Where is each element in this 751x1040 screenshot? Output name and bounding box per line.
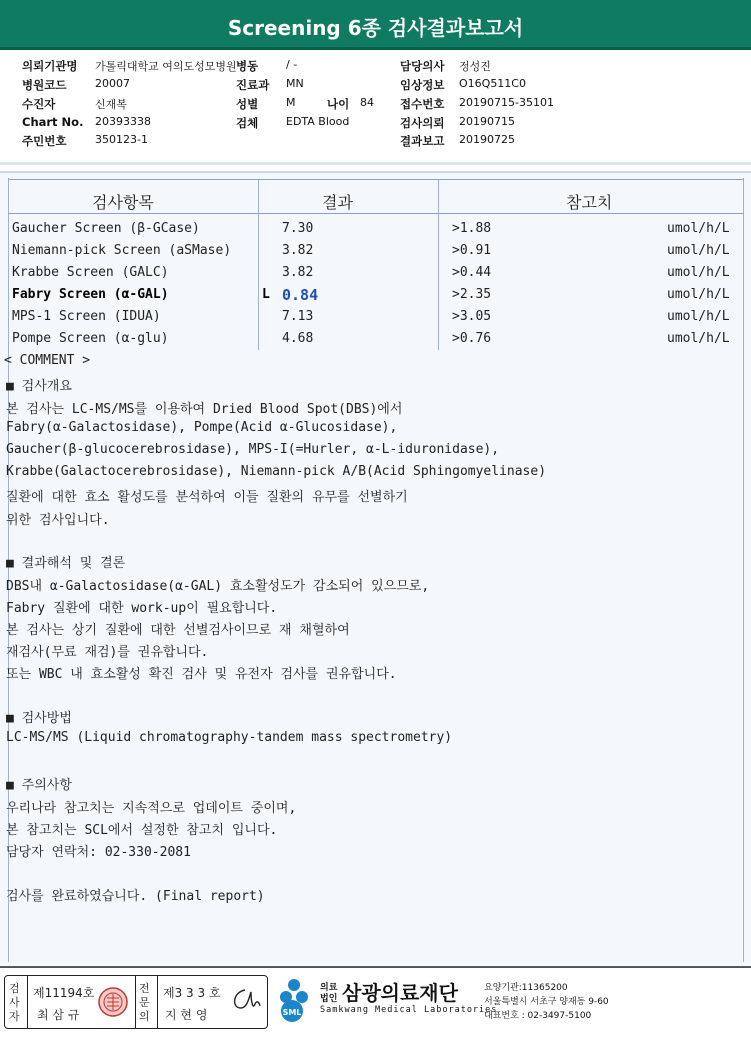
footer-divider: [0, 966, 751, 968]
comment-line: 본 검사는 LC-MS/MS를 이용하여 Dried Blood Spot(DBS)에서: [6, 402, 403, 417]
section-heading-overview: ■ 검사개요: [6, 379, 72, 394]
comment-line: 본 참고치는 SCL에서 설정한 참고치 입니다.: [6, 823, 278, 838]
comment-line: DBS내 α-Galactosidase(α-GAL) 효소활성도가 감소되어 있으므로,: [6, 579, 430, 594]
org-info-line: 요양기관:11365200: [484, 983, 568, 993]
table-top-rule: [8, 179, 744, 180]
header-field: 병동 / -: [236, 58, 298, 73]
comment-line: 담당자 연락처: 02-330-2081: [6, 845, 191, 860]
column-divider: [258, 180, 259, 350]
cert2-number: 제3 3 3 호: [163, 986, 221, 1000]
org-info-line: 서울특별시 서초구 양재동 9-60: [484, 997, 609, 1007]
cert1-label: 검사자: [9, 982, 20, 1023]
cert1-number: 제11194호: [33, 986, 95, 1000]
logo-text: SML: [282, 1008, 302, 1017]
cert2-name: 지 현 영: [165, 1008, 208, 1022]
table-header-rule: [8, 213, 744, 214]
sml-logo-icon: [272, 975, 314, 1023]
column-header-reference: 참고치: [566, 193, 613, 212]
comment-line: 위한 검사입니다.: [6, 513, 110, 528]
seal-stamp-icon: [97, 986, 129, 1018]
comment-line: 우리나라 참고치는 지속적으로 업데이트 중이며,: [6, 801, 297, 816]
header-field: 의뢰기관명 가톨릭대학교 여의도성모병원: [22, 59, 237, 73]
header-field: 성별 M: [236, 96, 296, 111]
header-field: 병원코드 20007: [22, 77, 130, 92]
section-heading-notice: ■ 주의사항: [6, 778, 72, 793]
report-title-bar: [0, 0, 751, 50]
header-field: 임상정보 O16Q511C0: [400, 77, 526, 92]
comment-line: LC-MS/MS (Liquid chromatography-tandem mass spectrometry): [6, 730, 453, 745]
comment-label: < COMMENT >: [4, 353, 91, 368]
header-field: 주민번호 350123-1: [22, 133, 148, 148]
abnormal-result: 0.84: [282, 286, 319, 304]
low-flag: L: [262, 287, 270, 302]
section-heading-method: ■ 검사방법: [6, 711, 72, 726]
column-header-result: 결과: [322, 193, 353, 212]
org-prefix: 의료: [320, 983, 338, 993]
header-field: 검사의뢰 20190715: [400, 115, 515, 130]
column-header-item: 검사항목: [92, 193, 154, 212]
header-field: 접수번호 20190715-35101: [400, 96, 554, 111]
cert2-label: 전문의: [139, 982, 150, 1023]
comment-line: Gaucher(β-glucocerebrosidase), MPS-I(=Hurler, α-L-iduronidase),: [6, 442, 500, 457]
comment-line: Fabry 질환에 대한 work-up이 필요합니다.: [6, 601, 278, 616]
header-field: 결과보고 20190725: [400, 133, 515, 148]
comment-line: Fabry(α-Galactosidase), Pompe(Acid α-Glucosidase),: [6, 420, 398, 435]
org-prefix: 법인: [320, 994, 338, 1004]
comment-line: 본 검사는 상기 질환에 대한 선별검사이므로 재 채혈하여: [6, 623, 350, 638]
section-heading-interpretation: ■ 결과해석 및 결론: [6, 556, 126, 571]
org-name: 삼광의료재단: [342, 981, 458, 1005]
org-info-line: 대표번호 : 02-3497-5100: [484, 1011, 592, 1021]
comment-line: Krabbe(Galactocerebrosidase), Niemann-pick A/B(Acid Sphingomyelinase): [6, 464, 547, 479]
final-report-line: 검사를 완료하였습니다. (Final report): [6, 889, 265, 904]
comment-line: 재검사(무료 재검)를 권유합니다.: [6, 645, 209, 660]
header-field: 검체 EDTA Blood: [236, 115, 350, 130]
header-field: 담당의사 정성진: [400, 59, 491, 73]
column-divider: [438, 180, 439, 350]
org-name-english: Samkwang Medical Laboratories: [320, 1005, 498, 1015]
header-divider: [0, 162, 751, 165]
cert1-name: 최 삼 규: [37, 1008, 80, 1022]
header-field: 나이 84: [327, 96, 374, 111]
comment-line: 질환에 대한 효소 활성도를 분석하여 이들 질환의 유무를 선별하기: [6, 490, 408, 505]
signature-icon: [227, 986, 263, 1016]
header-field: 진료과 MN: [236, 77, 304, 92]
header-field: Chart No. 20393338: [22, 115, 151, 129]
table-border-right: [743, 178, 744, 962]
report-title: Screening 6종 검사결과보고서: [227, 16, 524, 40]
header-field: 수진자 신재복: [22, 97, 127, 111]
comment-line: 또는 WBC 내 효소활성 확진 검사 및 유전자 검사를 권유합니다.: [6, 667, 397, 682]
certification-box: [4, 975, 268, 1029]
